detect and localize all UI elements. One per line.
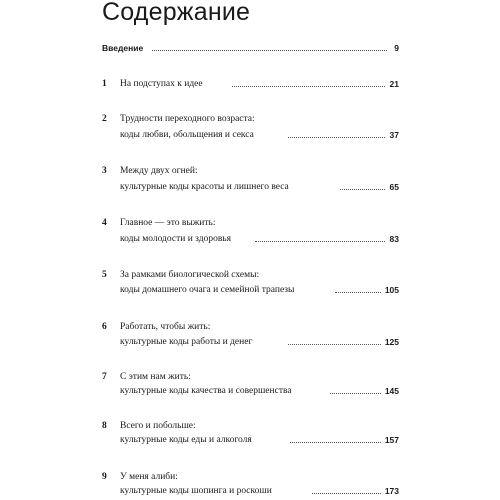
- chapter-number: 6: [102, 322, 107, 332]
- dot-leader: [152, 50, 387, 51]
- toc-item-intro: [102, 41, 399, 55]
- chapter-title: За рамками биологической схемы:: [120, 270, 260, 280]
- toc-item-7: [102, 370, 399, 384]
- toc-item-5-cont: [102, 283, 399, 297]
- chapter-number: 3: [102, 166, 107, 176]
- toc-page-number: 157: [384, 435, 399, 445]
- toc-item-7-cont: [102, 384, 399, 398]
- chapter-title: Между двух огней:: [120, 166, 198, 176]
- chapter-subtitle: культурные коды еды и алкоголя: [120, 435, 252, 445]
- chapter-subtitle: культурные коды шопинга и роскоши: [120, 486, 272, 496]
- toc-page-number: 83: [389, 234, 399, 244]
- toc-item-4-cont: [102, 232, 399, 246]
- toc-item-8-cont: [102, 433, 399, 447]
- page-title: Содержание: [102, 0, 251, 26]
- toc-item-6-cont: [102, 335, 399, 349]
- toc-item-8: [102, 419, 399, 433]
- chapter-subtitle: коды домашнего очага и семейной трапезы: [120, 285, 295, 295]
- chapter-subtitle: культурные коды красоты и лишнего веса: [120, 182, 289, 192]
- chapter-title: На подступах к идее: [120, 79, 203, 89]
- toc-page-number: 21: [389, 79, 399, 89]
- toc-item-9: [102, 470, 399, 484]
- toc-intro-label: Введение: [102, 43, 144, 53]
- toc-item-9-cont: [102, 484, 399, 498]
- toc-item-3: [102, 164, 399, 178]
- chapter-subtitle: культурные коды качества и совершенства: [120, 386, 292, 396]
- toc-item-6: [102, 320, 399, 334]
- toc-item-3-cont: [102, 180, 399, 194]
- dot-leader: [290, 442, 381, 443]
- dot-leader: [330, 393, 381, 394]
- toc-page-number: 105: [384, 285, 399, 295]
- dot-leader: [288, 344, 381, 345]
- chapter-number: 1: [102, 79, 107, 89]
- chapter-title: Главное — это выжить:: [120, 218, 216, 228]
- chapter-title: С этим нам жить:: [120, 372, 191, 382]
- dot-leader: [335, 292, 381, 293]
- toc-item-2-cont: [102, 128, 399, 142]
- dot-leader: [232, 86, 385, 87]
- chapter-subtitle: коды молодости и здоровья: [120, 234, 232, 244]
- toc-page-number: 37: [389, 130, 399, 140]
- toc-item-5: [102, 268, 399, 282]
- dot-leader: [340, 189, 385, 190]
- dot-leader: [288, 137, 385, 138]
- dot-leader: [312, 493, 381, 494]
- toc-page-number: 125: [384, 337, 399, 347]
- chapter-title: Всего и побольше:: [120, 421, 196, 431]
- toc-page-number: 145: [384, 386, 399, 396]
- chapter-subtitle: коды любви, обольщения и секса: [120, 130, 254, 140]
- chapter-number: 8: [102, 421, 107, 431]
- chapter-number: 7: [102, 372, 107, 382]
- chapter-number: 2: [102, 114, 107, 124]
- chapter-title: Трудности переходного возраста:: [120, 114, 255, 124]
- toc-page-number: 65: [389, 182, 399, 192]
- toc-item-4: [102, 216, 399, 230]
- toc-page-number: 9: [394, 43, 399, 53]
- toc-page-number: 173: [384, 486, 399, 496]
- chapter-number: 5: [102, 270, 107, 280]
- toc-item-2: [102, 112, 399, 126]
- dot-leader: [255, 241, 385, 242]
- chapter-number: 4: [102, 218, 107, 228]
- chapter-number: 9: [102, 472, 107, 482]
- toc-item-1: [102, 77, 399, 91]
- chapter-title: У меня алиби:: [120, 472, 178, 482]
- chapter-title: Работать, чтобы жить:: [120, 322, 211, 332]
- chapter-subtitle: культурные коды работы и денег: [120, 337, 253, 347]
